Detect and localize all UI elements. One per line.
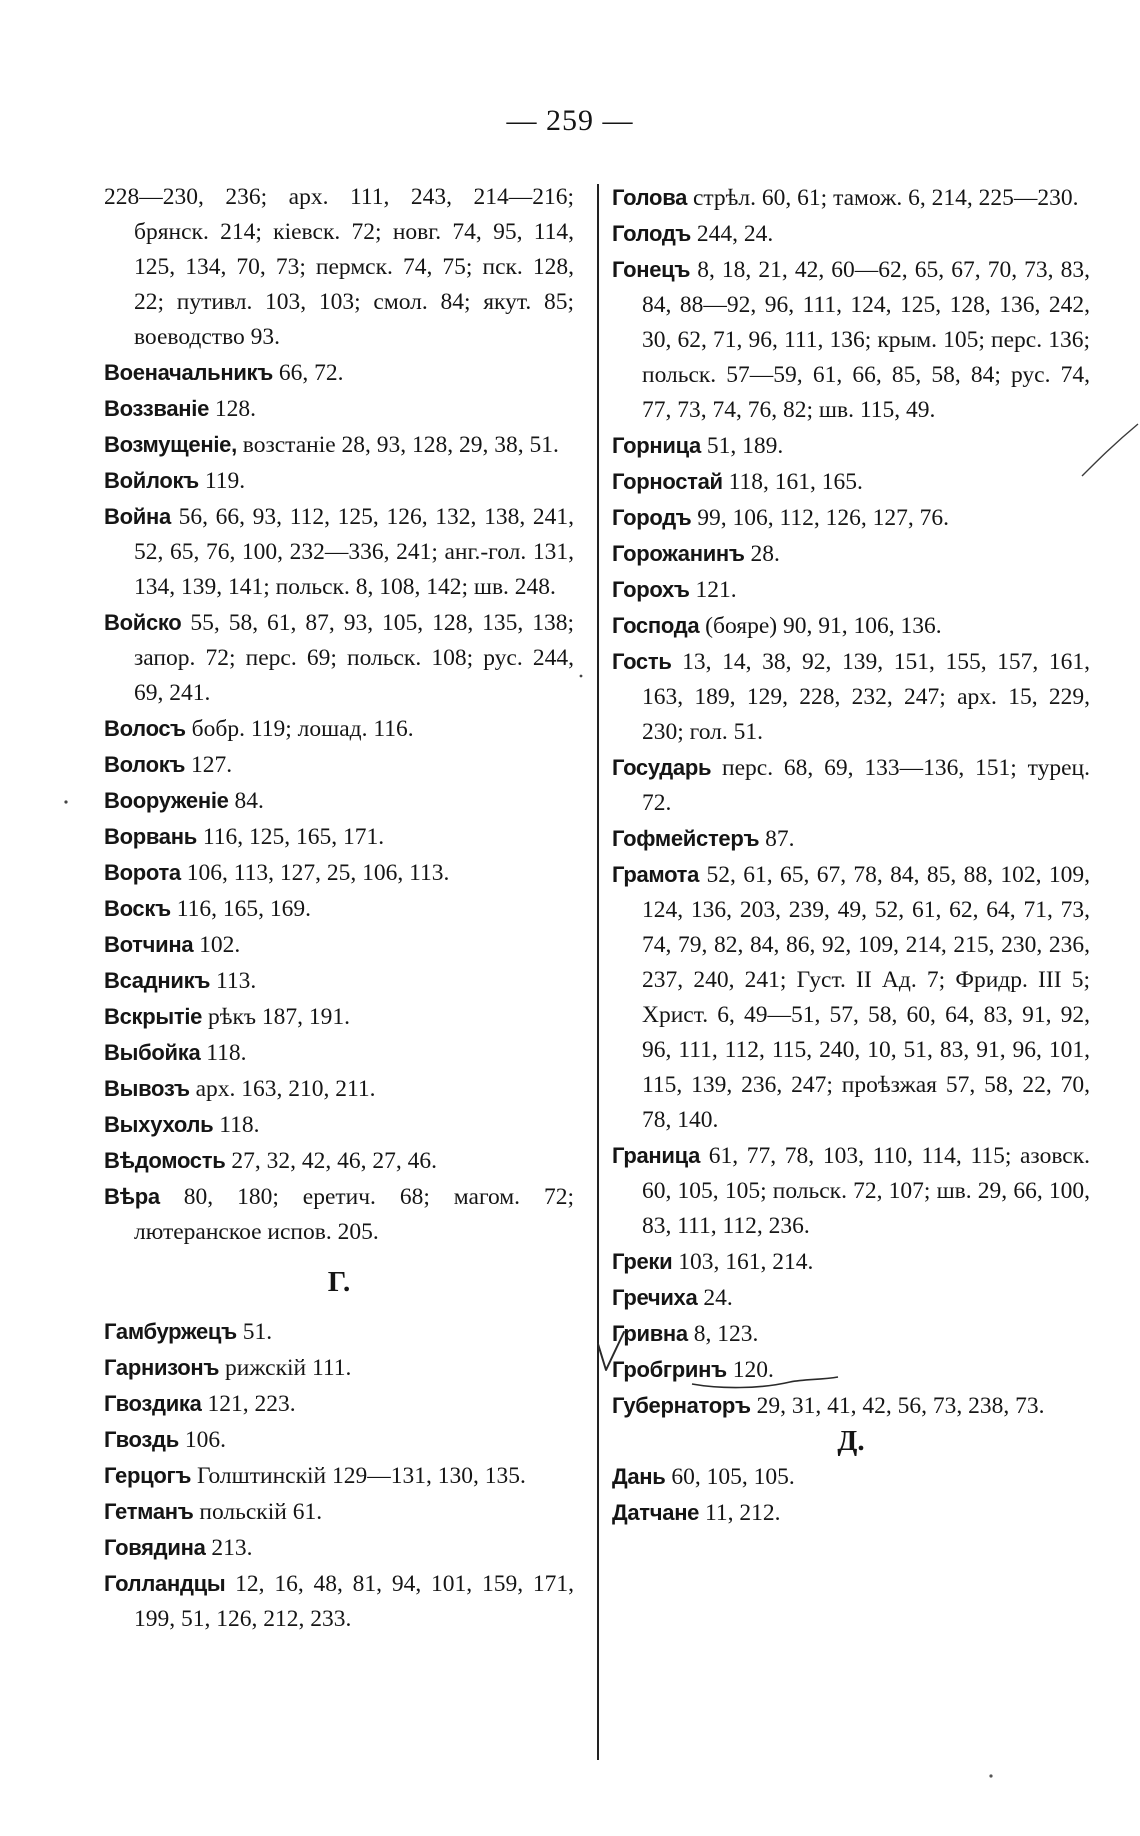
index-entry (104, 1422, 574, 1458)
index-entry (104, 1530, 574, 1566)
index-entry (104, 747, 574, 783)
entry-headword: Гофмейстеръ (612, 826, 760, 851)
entry-headword: Выхухоль (104, 1112, 214, 1137)
index-entry (612, 1459, 1090, 1495)
entry-references: 11, 212. (705, 1500, 781, 1526)
index-entry (104, 1143, 574, 1179)
entry-references: 103, 161, 214. (678, 1249, 814, 1275)
entry-references: 213. (211, 1535, 253, 1561)
entry-references: 28. (750, 541, 780, 567)
index-entry (104, 927, 574, 963)
pencil-slash-mark (1080, 420, 1140, 480)
index-entry (104, 1494, 574, 1530)
ink-speck (985, 1770, 997, 1782)
index-entry (612, 1280, 1090, 1316)
entry-references: 106, 113, 127, 25, 106, 113. (186, 860, 450, 886)
entry-headword: Греки (612, 1249, 673, 1274)
index-entry (104, 391, 574, 427)
entry-headword: Ворота (104, 860, 181, 885)
section-letter-d: Д. (837, 1425, 865, 1457)
entry-list (612, 1459, 1090, 1531)
index-entry (104, 427, 574, 463)
index-entry (612, 857, 1090, 1138)
entry-references: 118. (206, 1040, 247, 1066)
section-letter-g: Г. (327, 1266, 351, 1298)
entry-references: 52, 61, 65, 67, 78, 84, 85, 88, 102, 109, 124, 136, 203, 239, 49, 52, 61, 62, 64, 71, 73, 74, 79, 82, 84, 86, 92, 109, 214, 215, 230, 236, 237, 240, 241; Густ. II Ад. 7; Фридр. III 5; Христ. 6, 49—51, 57, 58, 60, 64, 83, 91, 92, 96, 111, 112, 115, 240, 10, 51, 83, 91, 96, 101, 115, 139, 236, 247; проѣзжая 57, 58, 22, 70, 78, 140. (642, 862, 1091, 1133)
index-entry (612, 644, 1090, 750)
entry-references: Голштинскій 129—131, 130, 135. (196, 1463, 526, 1489)
entry-headword: Всадникъ (104, 968, 211, 993)
entry-headword: Вѣдомость (104, 1148, 226, 1173)
index-entry (104, 1458, 574, 1494)
entry-references: 116, 125, 165, 171. (202, 824, 385, 850)
index-entry (612, 1388, 1090, 1424)
index-entry (104, 711, 574, 747)
ink-speck (60, 796, 72, 808)
entry-headword: Горохъ (612, 577, 690, 602)
entry-references: 60, 105, 105. (671, 1464, 795, 1490)
entry-headword: Гонецъ (612, 257, 691, 282)
entry-references: рижскій 111. (225, 1355, 352, 1381)
index-entry (104, 1071, 574, 1107)
index-entry (612, 1138, 1090, 1244)
entry-headword: Выбойка (104, 1040, 201, 1065)
entry-references: стрѣл. 60, 61; тамож. 6, 214, 225—230. (692, 185, 1079, 211)
entry-references: бобр. 119; лошад. 116. (191, 716, 414, 742)
page-number: — 259 — (506, 104, 634, 137)
index-entry (104, 463, 574, 499)
index-entry (104, 1179, 574, 1250)
entry-references: 84. (234, 788, 264, 814)
entry-references: 56, 66, 93, 112, 125, 126, 132, 138, 241, 52, 65, 76, 100, 232—336, 241; анг.-гол. 131, 134, 139, 141; польск. 8, 108, 142; шв. 248. (134, 504, 574, 600)
index-entry (104, 1350, 574, 1386)
entry-headword: Герцогъ (104, 1463, 192, 1488)
index-entry (104, 180, 574, 355)
entry-headword: Граница (612, 1143, 701, 1168)
entry-headword: Гость (612, 649, 672, 674)
entry-headword: Вывозъ (104, 1076, 190, 1101)
entry-references: 113. (215, 968, 257, 994)
entry-references: 102. (199, 932, 241, 958)
entry-headword: Голодъ (612, 221, 692, 246)
index-entry (104, 963, 574, 999)
entry-references: 118. (219, 1112, 260, 1138)
entry-headword: Вѣра (104, 1184, 160, 1209)
entry-headword: Гамбуржецъ (104, 1319, 237, 1344)
entry-headword: Военачальникъ (104, 360, 274, 385)
entry-references: 228—230, 236; арх. 111, 243, 214—216; брянск. 214; кіевск. 72; новг. 74, 95, 114, 125, 134, 70, 73; пермск. 74, 75; пск. 128, 22; путивл. 103, 103; смол. 84; якут. 85; воеводство 93. (104, 184, 574, 350)
entry-headword: Датчане (612, 1500, 700, 1525)
index-entry (104, 1386, 574, 1422)
entry-list (612, 180, 1090, 1424)
column-divider (597, 184, 599, 1760)
entry-references: (бояре) 90, 91, 106, 136. (705, 613, 942, 639)
entry-headword: Ворвань (104, 824, 197, 849)
entry-references: 51. (242, 1319, 273, 1345)
entry-references: 121, 223. (207, 1391, 296, 1417)
entry-headword: Волокъ (104, 752, 186, 777)
index-entry (612, 252, 1090, 428)
entry-references: 244, 24. (696, 221, 774, 247)
index-entry (104, 1035, 574, 1071)
entry-references: 121. (695, 577, 737, 603)
entry-references: 12, 16, 48, 81, 94, 101, 159, 171, 199, 51, 126, 212, 233. (134, 1571, 575, 1632)
entry-headword: Дань (612, 1464, 666, 1489)
entry-references: 80, 180; еретич. 68; магом. 72; лютеранское испов. 205. (134, 1184, 575, 1245)
index-entry (104, 819, 574, 855)
pencil-checkmark (594, 1330, 634, 1374)
entry-references: перс. 68, 69, 133—136, 151; турец. 72. (642, 755, 1090, 816)
left-column (104, 180, 574, 1637)
index-entry (104, 1566, 574, 1637)
entry-headword: Вскрытіе (104, 1004, 203, 1029)
index-entry (104, 891, 574, 927)
entry-headword: Возмущеніе, (104, 432, 237, 457)
entry-references: 61, 77, 78, 103, 110, 114, 115; азовск. 60, 105, 105; польск. 72, 107; шв. 29, 66, 100, 83, 111, 112, 236. (642, 1143, 1091, 1239)
entry-headword: Говядина (104, 1535, 206, 1560)
entry-headword: Вооруженіе (104, 788, 229, 813)
entry-references: 87. (765, 826, 795, 852)
entry-references: 66, 72. (278, 360, 344, 386)
index-entry (612, 428, 1090, 464)
index-entry (612, 821, 1090, 857)
index-entry (612, 1244, 1090, 1280)
entry-references: арх. 163, 210, 211. (195, 1076, 376, 1102)
entry-headword: Горностай (612, 469, 723, 494)
index-entry (612, 536, 1090, 572)
entry-references: польскій 61. (199, 1499, 323, 1525)
index-entry (104, 783, 574, 819)
entry-headword: Гвоздика (104, 1391, 202, 1416)
index-entry (104, 605, 574, 711)
entry-headword: Гробгринъ (612, 1357, 727, 1382)
entry-references: 13, 14, 38, 92, 139, 151, 155, 157, 161, 163, 189, 129, 228, 232, 247; арх. 15, 229, 230; гол. 51. (642, 649, 1091, 745)
entry-references: 27, 32, 42, 46, 27, 46. (231, 1148, 437, 1174)
index-entry (612, 1316, 1090, 1352)
entry-headword: Волосъ (104, 716, 186, 741)
index-entry (612, 180, 1090, 216)
index-entry (612, 216, 1090, 252)
index-entry (104, 999, 574, 1035)
entry-headword: Голова (612, 185, 688, 210)
entry-headword: Гречиха (612, 1285, 698, 1310)
entry-headword: Грамота (612, 862, 700, 887)
entry-references: 120. (732, 1357, 774, 1383)
entry-headword: Война (104, 504, 171, 529)
index-entry (612, 464, 1090, 500)
entry-references: 55, 58, 61, 87, 93, 105, 128, 135, 138; запор. 72; перс. 69; польск. 108; рус. 244, 69, 241. (134, 610, 575, 706)
index-entry (104, 1107, 574, 1143)
entry-headword: Войско (104, 610, 182, 635)
entry-references: 106. (184, 1427, 226, 1453)
index-entry (612, 572, 1090, 608)
entry-headword: Гривна (612, 1321, 688, 1346)
entry-headword: Воскъ (104, 896, 171, 921)
entry-headword: Воззваніе (104, 396, 210, 421)
entry-references: 127. (191, 752, 233, 778)
entry-list (104, 1314, 574, 1637)
entry-references: 8, 123. (693, 1321, 759, 1347)
entry-references: рѣкъ 187, 191. (207, 1004, 351, 1030)
entry-headword: Горница (612, 433, 701, 458)
entry-references: 29, 31, 41, 42, 56, 73, 238, 73. (756, 1393, 1045, 1419)
entry-references: 128. (214, 396, 257, 422)
entry-headword: Голландцы (104, 1571, 226, 1596)
index-entry (104, 355, 574, 391)
index-entry (612, 1495, 1090, 1531)
entry-headword: Гвоздь (104, 1427, 179, 1452)
index-entry (612, 750, 1090, 821)
entry-headword: Войлокъ (104, 468, 199, 493)
entry-headword: Господа (612, 613, 700, 638)
entry-headword: Горожанинъ (612, 541, 745, 566)
entry-headword: Городъ (612, 505, 692, 530)
entry-references: 8, 18, 21, 42, 60—62, 65, 67, 70, 73, 83, 84, 88—92, 96, 111, 124, 125, 128, 136, 242, 30, 62, 71, 96, 111, 136; крым. 105; перс. 136; польск. 57—59, 61, 66, 85, 58, 84; рус. 74, 77, 73, 74, 76, 82; шв. 115, 49. (642, 257, 1091, 423)
entry-references: 116, 165, 169. (176, 896, 311, 922)
entry-headword: Государь (612, 755, 712, 780)
entry-headword: Гетманъ (104, 1499, 194, 1524)
entry-references: 118, 161, 165. (728, 469, 863, 495)
index-entry (104, 855, 574, 891)
entry-headword: Гарнизонъ (104, 1355, 220, 1380)
entry-references: возстаніе 28, 93, 128, 29, 38, 51. (242, 432, 559, 458)
ink-speck (575, 670, 587, 682)
pencil-underline-mark (690, 1374, 840, 1392)
entry-headword: Губернаторъ (612, 1393, 751, 1418)
index-entry (612, 1352, 1090, 1388)
entry-references: 51, 189. (706, 433, 784, 459)
entry-references: 24. (703, 1285, 733, 1311)
entry-references: 99, 106, 112, 126, 127, 76. (697, 505, 949, 531)
index-entry (104, 499, 574, 605)
index-entry (612, 608, 1090, 644)
right-column (612, 180, 1090, 1531)
entry-headword: Вотчина (104, 932, 194, 957)
index-entry (104, 1314, 574, 1350)
entry-references: 119. (204, 468, 246, 494)
entry-list (104, 180, 574, 1250)
index-entry (612, 500, 1090, 536)
